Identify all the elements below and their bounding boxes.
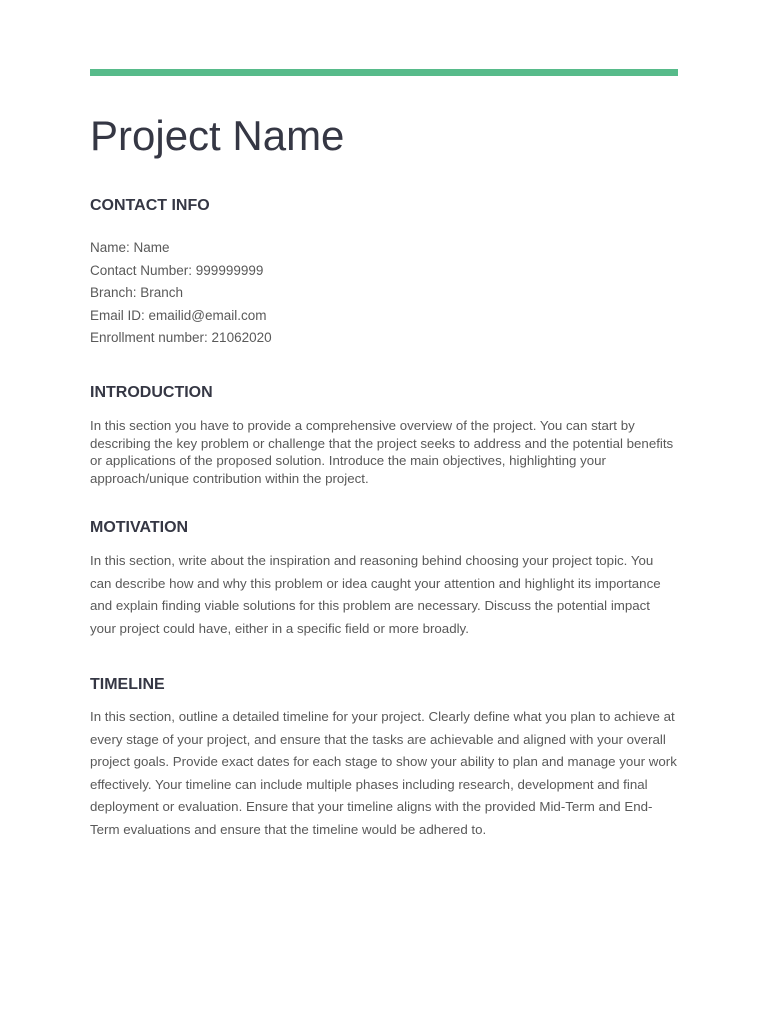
timeline-text: In this section, outline a detailed timeline for your project. Clearly define what you plan to achieve at every stage of your project, and ensure that the tasks are achievable and aligned with your overall project goals. Provide exact dates for each stage to show your ability to plan and manage your work effectively. Your timeline can include multiple phases including research, development and final deployment or evaluation. Ensure that your timeline aligns with the provided Mid-Term and End-Term evaluations and ensure that the timeline would be adhered to. (90, 709, 677, 837)
introduction-text: In this section you have to provide a comprehensive overview of the project. You can start by describing the key problem or challenge that the project seeks to address and the potential benefits or applications of the proposed solution. Introduce the main objectives, highlighting your approach/unique contribution within the project. (90, 418, 674, 487)
contact-info-list (90, 237, 678, 350)
contact-enrollment-number: Enrollment number: 21062020 (90, 330, 272, 345)
contact-info-heading: CONTACT INFO (90, 197, 210, 214)
motivation-heading: MOTIVATION (90, 519, 189, 536)
contact-branch: Branch: Branch (90, 285, 184, 300)
contact-email: Email ID: emailid@email.com (90, 307, 267, 323)
contact-name: Name: Name (90, 240, 170, 255)
introduction-heading: INTRODUCTION (90, 384, 213, 401)
contact-number: Contact Number: 999999999 (90, 262, 264, 278)
timeline-heading: TIMELINE (90, 676, 165, 693)
motivation-text: In this section, write about the inspiration and reasoning behind choosing your project topic. You can describe how and why this problem or idea caught your attention and highlight its importance and explain finding viable solutions for this problem are necessary. Discuss the potential impact your project could have, either in a specific field or more broadly. (90, 553, 661, 636)
page-title: Project Name (90, 112, 345, 159)
accent-bar (90, 69, 678, 76)
